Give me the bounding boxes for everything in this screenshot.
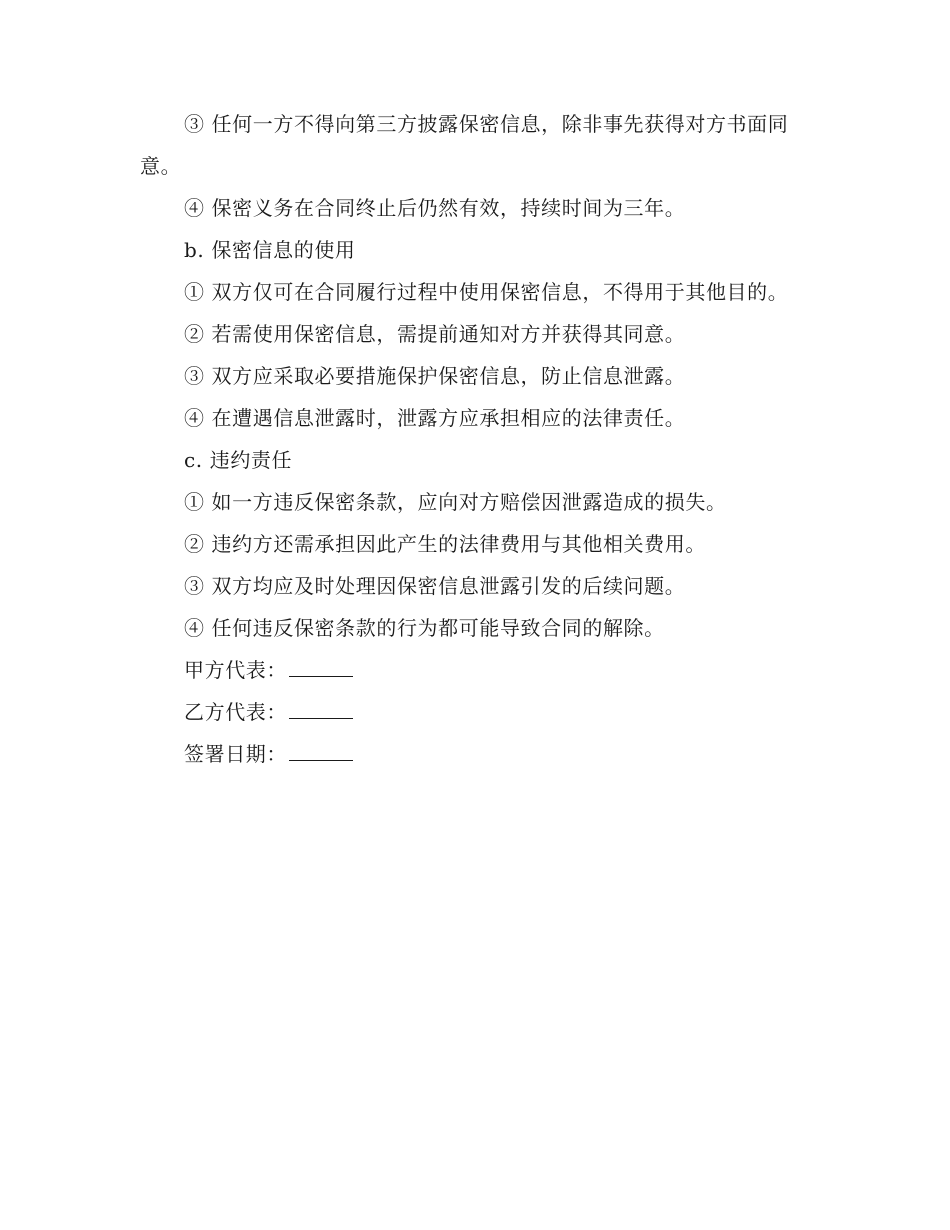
clause-paragraph: ③ 双方应采取必要措施保护保密信息，防止信息泄露。	[184, 364, 686, 388]
party-b-signature-line	[140, 691, 808, 733]
signing-date-label: 签署日期：	[184, 742, 287, 766]
section-heading: c. 违约责任	[184, 448, 293, 472]
clause-paragraph: ④ 保密义务在合同终止后仍然有效，持续时间为三年。	[184, 196, 686, 220]
section-heading: b. 保密信息的使用	[184, 238, 356, 262]
clause-paragraph: ① 双方仅可在合同履行过程中使用保密信息，不得用于其他目的。	[184, 280, 789, 304]
clause-paragraph: ② 违约方还需承担因此产生的法律费用与其他相关费用。	[184, 532, 706, 556]
party-a-blank	[289, 650, 353, 677]
signing-date-blank	[289, 734, 353, 761]
clause-paragraph: ③ 双方均应及时处理因保密信息泄露引发的后续问题。	[184, 574, 686, 598]
clause-paragraph: ④ 任何违反保密条款的行为都可能导致合同的解除。	[184, 616, 665, 640]
document-body	[140, 103, 808, 775]
party-b-blank	[289, 692, 353, 719]
clause-paragraph: ① 如一方违反保密条款，应向对方赔偿因泄露造成的损失。	[184, 490, 727, 514]
clause-paragraph: ③ 任何一方不得向第三方披露保密信息，除非事先获得对方书面同意。	[140, 112, 789, 178]
party-a-label: 甲方代表：	[184, 658, 287, 682]
party-b-label: 乙方代表：	[184, 700, 287, 724]
party-a-signature-line	[140, 649, 808, 691]
signing-date-line	[140, 733, 808, 775]
clause-paragraph: ④ 在遭遇信息泄露时，泄露方应承担相应的法律责任。	[184, 406, 686, 430]
clause-paragraph: ② 若需使用保密信息，需提前通知对方并获得其同意。	[184, 322, 686, 346]
